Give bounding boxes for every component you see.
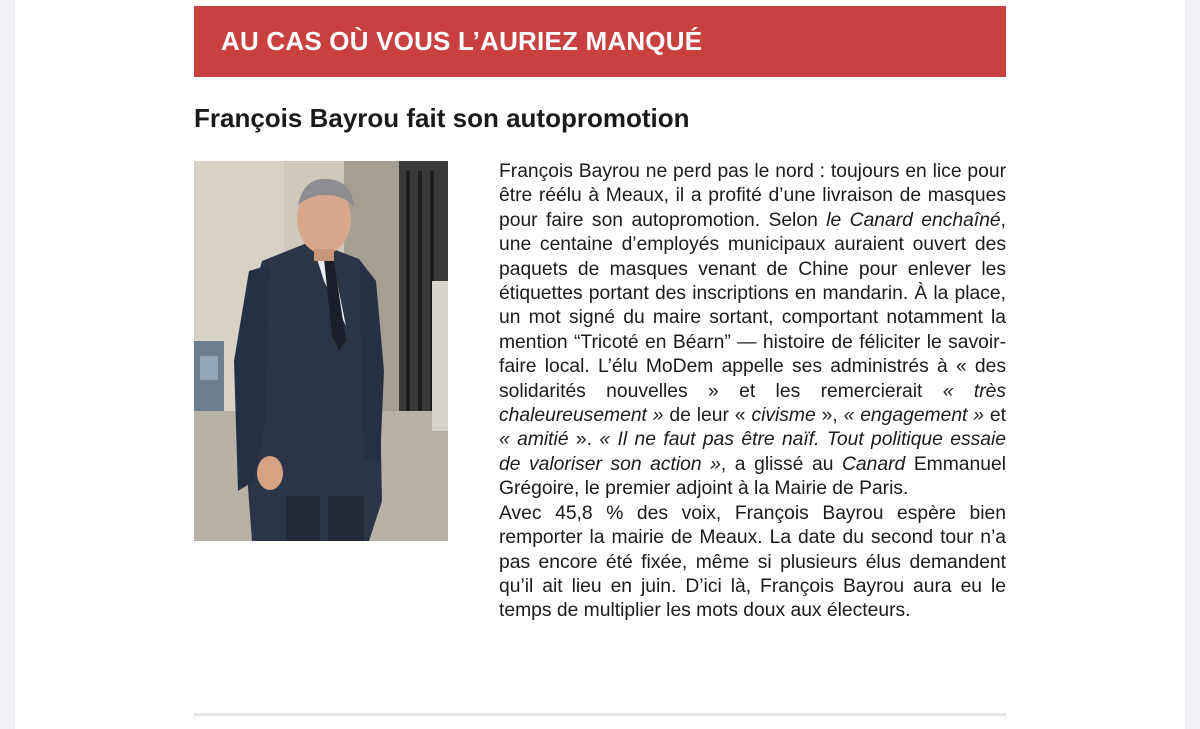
text-run: et (984, 405, 1007, 427)
italic-run: « engagement » (843, 405, 985, 427)
article-photo (194, 161, 448, 541)
text-run: François Bayrou ne perd pas le nord : toujours en lice pour être réélu à Meaux, il a profité d’une livraison de masques pour faire son autopromotion. Selon (499, 161, 1006, 231)
article-paragraph (499, 160, 1006, 502)
section-title: AU CAS OÙ VOUS L’AURIEZ MANQUÉ (221, 26, 703, 56)
portrait-illustration (194, 161, 448, 541)
italic-run: « très chaleureusement » (499, 380, 1006, 427)
article-paragraph: Avec 45,8 % des voix, François Bayrou espère bien remporter la mairie de Meaux. La date du second tour n’a pas encore été fixée, même si plusieurs élus demandent qu’il ait lieu en juin. D’ici là, François Bayrou aura eu le temps de multiplier les mots doux aux électeurs. (499, 502, 1006, 622)
text-run: , une centaine d’employés municipaux auraient ouvert des paquets de masques venant de Chine pour enlever les étiquettes portant des inscriptions en mandarin. À la place, un mot signé du maire sortant, comportant notamment la mention “Tricoté en Béarn” — histoire de féliciter le savoir-faire local. L’élu MoDem appelle ses administrés à « des solidarités nouvelles » et les remercierait (499, 209, 1006, 402)
section-banner (194, 6, 1006, 77)
italic-run: civisme (751, 405, 816, 427)
section-divider (194, 713, 1006, 716)
italic-run: Canard (842, 453, 906, 475)
text-run: de leur « (663, 405, 752, 427)
text-run: ». (568, 429, 600, 451)
article-headline: François Bayrou fait son autopromotion (194, 103, 690, 133)
italic-run: « amitié (499, 429, 569, 451)
italic-run: « Il ne faut pas être naïf. Tout politique essaie de valoriser son action » (499, 429, 1006, 475)
text-run: , a glissé au (720, 453, 842, 475)
text-run: Emmanuel Grégoire, le premier adjoint à la Mairie de Paris. (499, 453, 1006, 500)
article-body (499, 160, 1006, 624)
text-run: », (815, 405, 844, 427)
italic-run: le Canard enchaîné (826, 209, 1001, 231)
